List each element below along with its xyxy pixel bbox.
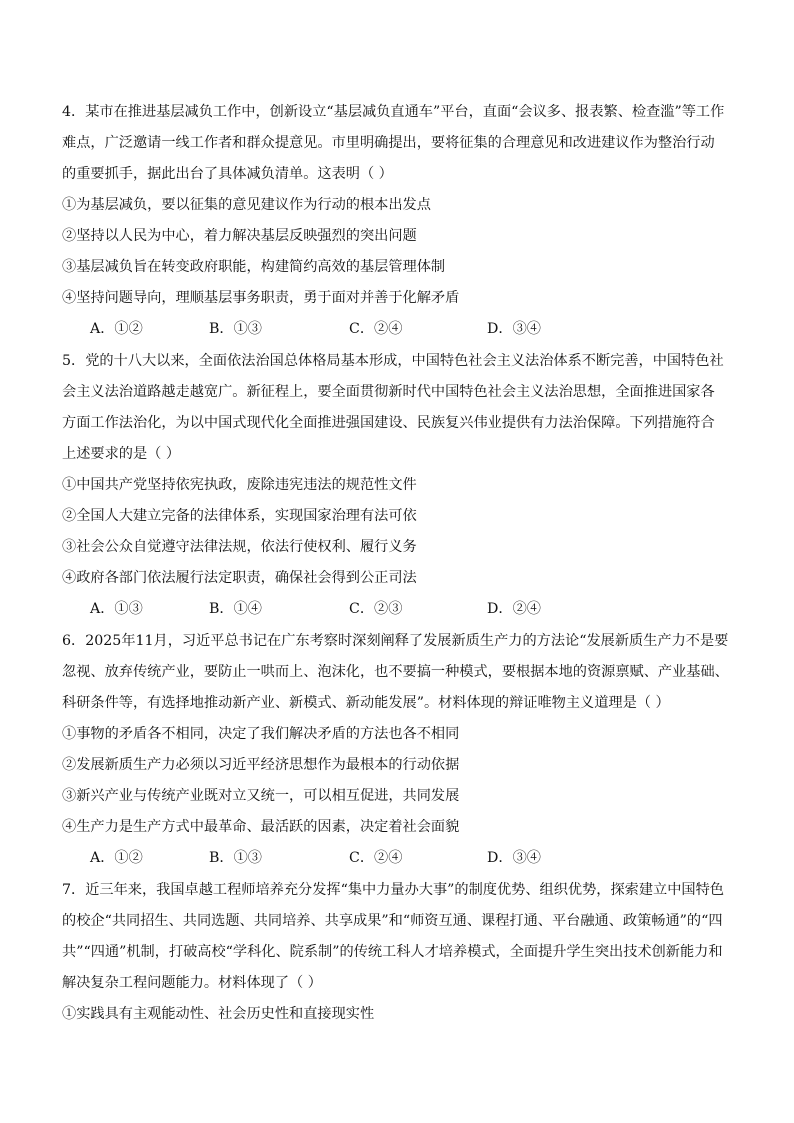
q7-stem-line-4: 解决复杂工程问题能力。材料体现了（ ） (62, 975, 322, 991)
q5-option-d[interactable]: D．②④ (487, 601, 541, 617)
q6-stem-line-1: 6．2025年11月，习近平总书记在广东考察时深刻阐释了发展新质生产力的方法论“发展新质生产力不是要 (62, 633, 729, 649)
q4-option-a[interactable]: A．①② (90, 321, 143, 337)
q6-option-b[interactable]: B．①③ (209, 850, 262, 866)
q6-statement-2: ②发展新质生产力必须以习近平经济思想作为最根本的行动依据 (62, 757, 460, 773)
q4-statement-4: ④坚持问题导向，理顺基层事务职责，勇于面对并善于化解矛盾 (62, 290, 460, 306)
q7-stem-line-3: 共”“四通”机制，打破高校“学科化、院系制”的传统工科人才培养模式，全面提升学生突出技术创新能力和 (62, 944, 723, 960)
q4-options (0, 319, 794, 339)
q4-statement-3: ③基层减负旨在转变政府职能，构建简约高效的基层管理体制 (62, 259, 446, 275)
q5-statement-3: ③社会公众自觉遵守法律法规，依法行使权利、履行义务 (62, 539, 417, 555)
q5-stem-line-4: 上述要求的是（ ） (62, 446, 181, 462)
q4-statement-2: ②坚持以人民为中心，着力解决基层反映强烈的突出问题 (62, 228, 417, 244)
q7-stem-line-2: 的校企“共同招生、共同选题、共同培养、共享成果”和“师资互通、课程打通、平台融通、政策畅通”的“四 (62, 913, 723, 929)
q6-stem-line-2: 忽视、放弃传统产业，要防止一哄而上、泡沫化，也不要搞一种模式，要根据本地的资源禀赋、产业基础、 (62, 664, 729, 680)
q4-stem-line-2: 难点，广泛邀请一线工作者和群众提意见。市里明确提出，要将征集的合理意见和改进建议作为整治行动 (62, 135, 715, 151)
q7-stem-line-1: 7．近三年来，我国卓越工程师培养充分发挥“集中力量办大事”的制度优势、组织优势，探索建立中国特色 (62, 882, 724, 898)
q5-stem-line-3: 方面工作法治化，为以中国式现代化全面推进强国建设、民族复兴伟业提供有力法治保障。下列措施符合 (62, 415, 715, 431)
q4-stem-line-3: 的重要抓手，据此出台了具体减负清单。这表明（ ） (62, 166, 393, 182)
q6-options (0, 848, 794, 868)
q4-option-c[interactable]: C．②④ (349, 321, 403, 337)
q4-option-b[interactable]: B．①③ (209, 321, 262, 337)
q5-option-b[interactable]: B．①④ (209, 601, 262, 617)
q5-statement-4: ④政府各部门依法履行法定职责，确保社会得到公正司法 (62, 570, 417, 586)
q5-statement-2: ②全国人大建立完备的法律体系，实现国家治理有法可依 (62, 508, 417, 524)
q6-option-c[interactable]: C．②④ (349, 850, 403, 866)
q7-statement-1: ①实践具有主观能动性、社会历史性和直接现实性 (62, 1006, 375, 1022)
q6-statement-1: ①事物的矛盾各不相同，决定了我们解决矛盾的方法也各不相同 (62, 726, 460, 742)
q4-option-d[interactable]: D．③④ (487, 321, 541, 337)
q4-statement-1: ①为基层减负，要以征集的意见建议作为行动的根本出发点 (62, 197, 431, 213)
q5-statement-1: ①中国共产党坚持依宪执政，废除违宪违法的规范性文件 (62, 477, 417, 493)
q5-options (0, 599, 794, 619)
q6-statement-4: ④生产力是生产方式中最革命、最活跃的因素，决定着社会面貌 (62, 819, 460, 835)
q6-option-d[interactable]: D．③④ (487, 850, 541, 866)
q5-option-a[interactable]: A．①③ (90, 601, 143, 617)
q6-option-a[interactable]: A．①② (90, 850, 143, 866)
q6-statement-3: ③新兴产业与传统产业既对立又统一，可以相互促进，共同发展 (62, 788, 460, 804)
q5-option-c[interactable]: C．②③ (349, 601, 403, 617)
q5-stem-line-1: 5．党的十八大以来，全面依法治国总体格局基本形成，中国特色社会主义法治体系不断完善，中国特色社 (62, 353, 724, 369)
q6-stem-line-3: 科研条件等，有选择地推动新产业、新模式、新动能发展”。材料体现的辩证唯物主义道理是（ ） (62, 695, 670, 711)
q5-stem-line-2: 会主义法治道路越走越宽广。新征程上，要全面贯彻新时代中国特色社会主义法治思想，全面推进国家各 (62, 384, 715, 400)
q4-stem-line-1: 4．某市在推进基层减负工作中，创新设立“基层减负直通车”平台，直面“会议多、报表繁、检查滥”等工作 (62, 104, 725, 120)
